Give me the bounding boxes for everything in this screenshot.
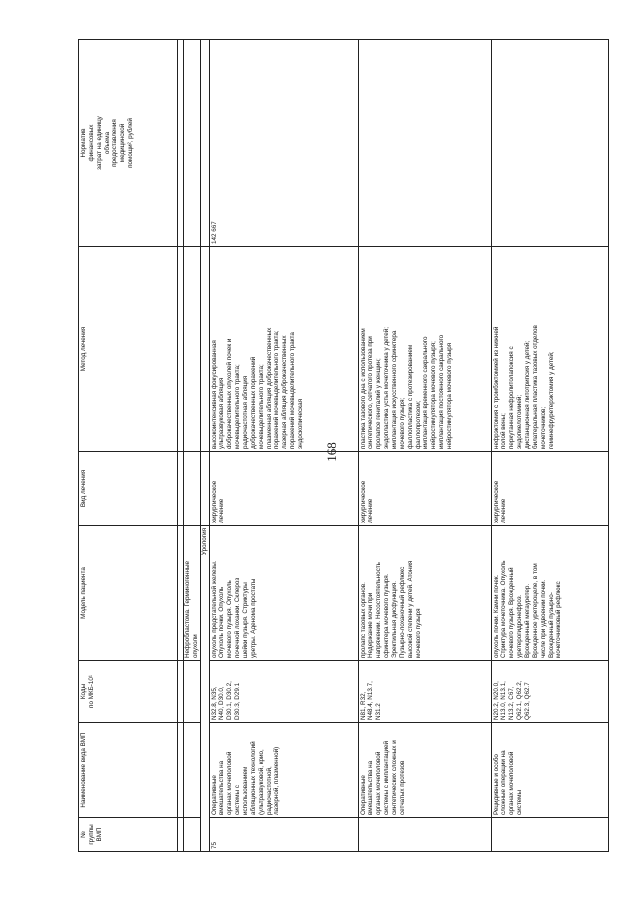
- rotated-page-area: [78, 40, 591, 852]
- cell-cost: [491, 40, 608, 247]
- col-header-name: Наименование вида ВМП: [79, 723, 178, 818]
- vmp-table: [78, 39, 609, 852]
- table-row: [358, 40, 491, 852]
- cell-type: хирургическое лечение: [358, 452, 491, 526]
- table-row: [209, 40, 358, 852]
- section-prev-model: Нефробластома. Герминогенные опухоли: [184, 526, 201, 661]
- cell-model: пролапс тазовых органов. Недержание мочи при напряжении. Несостоятельность сфинктера мочевого пузыря. Эректильная дисфункция. Пузырно-лоханочный рефлюкс высокой степени у детей. Атония мочевого пузыря: [358, 526, 491, 661]
- section-row-urology: [200, 40, 209, 852]
- header-row: [79, 40, 178, 852]
- cell-group: [358, 818, 491, 852]
- col-header-codes: Коды по МКБ-10¹: [79, 661, 178, 723]
- cell-name: Оперативные вмешательства на органах мочеполовой системы с использованием абляционных технологий (ультразвуковой, крио, радиочастотной, лазерной, плазменной): [209, 723, 358, 818]
- section-row-previous: [184, 40, 201, 852]
- cell-name: Рецидивные и особо сложные операции на органах мочеполовой системы: [491, 723, 608, 818]
- col-header-cost: Норматив финансовых затрат на единицу объема предоставления медицинской помощи², рублей: [79, 40, 178, 247]
- cell-cost: 142 667: [209, 40, 358, 247]
- cell-codes: N20.2, N20.0, N13.0, N13.1, N13.2, C67, Q62.1, Q62.2, Q62.3, Q62.7: [491, 661, 608, 723]
- cell-model: опухоль почки. Камни почек. Стриктура мочеточника. Опухоль мочевого пузыря. Врожденный уретерогидронефроз. Врожденный мегауретер. Врожденное уретероцеле, в том числе при удвоении почки. Врожденный пузырно- мочеточниковый рефлюкс: [491, 526, 608, 661]
- col-header-method: Метод лечения: [79, 247, 178, 452]
- page-number-text: 168: [324, 442, 339, 462]
- cell-method: нефрэктомия с тромбэктомией из нижней полой вены; перкутанная нефролитолапоксия с эндопиелотомией; дистанционная литотрипсия у детей; билатеральная пластика тазовых отделов мочеточников; геминефруретерэктомия у детей;: [491, 247, 608, 452]
- cell-name: Оперативные вмешательства на органах мочеполовой системы с имплантацией синтетических сложных и сетчатых протезов: [358, 723, 491, 818]
- cell-codes: N32.8, N35, N40, D30.0, D30.1, D30.2, D30.3, D29.1: [209, 661, 358, 723]
- section-urology-title: Урология: [200, 526, 209, 852]
- cell-type: хирургическое лечение: [491, 452, 608, 526]
- cell-cost: [358, 40, 491, 247]
- cell-type: хирургическое лечение: [209, 452, 358, 526]
- col-header-group: № группы ВМП: [79, 818, 178, 852]
- col-header-type: Вид лечения: [79, 452, 178, 526]
- table-row: [491, 40, 608, 852]
- col-header-model: Модель пациента: [79, 526, 178, 661]
- cell-method: пластика тазового дна с использованием синтетического, сетчатого протеза при пролапсе гениталий у женщин; эндопластика устья мочеточника у детей; имплантация искусственного сфинктера мочевого пузыря; фаллопластика с протезированием фаллопротезом; имплантация временного сакрального нейростимулятора мочевого пузыря; имплантация постоянного сакрального нейростимулятора мочевого пузыря: [358, 247, 491, 452]
- rotated-table-wrapper: [78, 40, 591, 852]
- cell-model: опухоль предстательной железы. Опухоль почки. Опухоль мочевого пузыря. Опухоль почечной лоханки. Склероз шейки пузыря. Стриктуры уретры. Аденома простаты: [209, 526, 358, 661]
- cell-method: высокоинтенсивная фокусированная ультразвуковая абляция dоброкачественных опухолей почек и мочевыделительного тракта; радиочастотная абляция доброкачественных поражений мочевыделительного тракта; плазменная абляция доброкачественных поражений мочевыделительного тракта; лазерная абляция доброкачественных поражений мочевыделительного тракта эндоскопическая: [209, 247, 358, 452]
- cell-codes: N81, R32, N48.4, N13.7, N31.2: [358, 661, 491, 723]
- cell-group: 75: [209, 818, 358, 852]
- cell-group: [491, 818, 608, 852]
